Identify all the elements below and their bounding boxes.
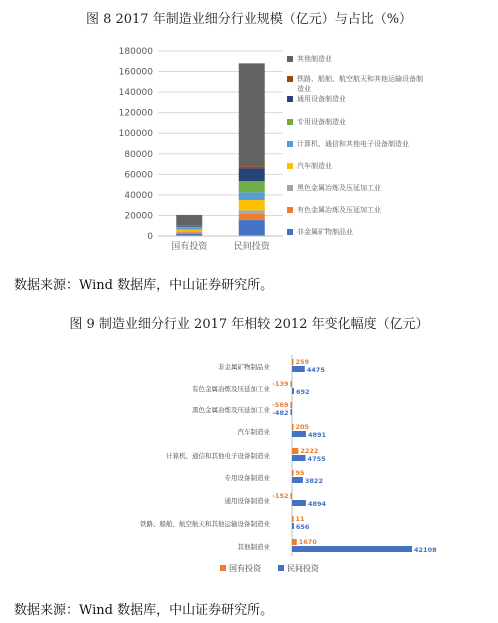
legend-label: 铁路、船舶、航空航天和其他运输设备制 <box>297 75 423 83</box>
data-label-state: -152 <box>272 492 289 500</box>
data-label-private: 4891 <box>307 431 327 439</box>
y-tick-label: 60000 <box>124 170 153 181</box>
legend-label: 民间投资 <box>287 564 319 573</box>
data-label-private: 3822 <box>304 477 323 485</box>
bar-private <box>292 546 412 552</box>
y-tick-label: 80000 <box>124 149 153 160</box>
bar-private <box>292 477 303 483</box>
bar-private <box>292 431 306 437</box>
data-label-private: 4755 <box>307 455 326 463</box>
bar-private <box>291 409 293 415</box>
bar-state <box>292 539 297 545</box>
data-label-state: 11 <box>295 515 305 523</box>
category-label: 非金属矿物制品业 <box>218 363 270 371</box>
category-label: 汽车制造业 <box>237 428 270 436</box>
bar-private <box>292 366 305 372</box>
x-tick-label: 国有投资 <box>171 242 208 252</box>
y-tick-label: 100000 <box>118 129 153 140</box>
bar-state <box>292 359 294 365</box>
bar-state <box>292 448 298 454</box>
data-label-private: 656 <box>295 523 310 531</box>
data-label-state: 259 <box>295 358 310 366</box>
legend-label: 国有投资 <box>229 564 261 573</box>
category-label: 其他制造业 <box>237 543 270 551</box>
bar-state <box>292 470 294 476</box>
source-note-2: 数据来源：Wind 数据库，中山证券研究所。 <box>14 603 274 618</box>
bar-state <box>292 424 294 430</box>
figure8-caption: 图 8 2017 年制造业细分行业规模（亿元）与占比（%） <box>85 12 413 27</box>
data-label-state: -569 <box>272 401 289 409</box>
y-tick-label: 180000 <box>118 47 153 57</box>
y-tick-label: 0 <box>147 232 153 242</box>
source-note-1: 数据来源：Wind 数据库，中山证券研究所。 <box>14 278 274 293</box>
legend-label: 通用设备制造业 <box>297 95 346 103</box>
bar-state <box>291 381 293 387</box>
data-label-private: -482 <box>272 409 289 417</box>
bar-private <box>292 523 294 529</box>
y-tick-label: 160000 <box>118 67 153 78</box>
data-label-state: 95 <box>295 469 305 477</box>
legend-label: 非金属矿物制品业 <box>297 228 353 236</box>
x-tick-label: 民间投资 <box>233 242 270 252</box>
bar-private <box>292 500 306 506</box>
category-label: 有色金属冶炼及压延加工业 <box>192 385 270 393</box>
y-tick-label: 140000 <box>118 88 153 99</box>
y-tick-label: 120000 <box>118 108 153 119</box>
y-tick-label: 20000 <box>124 211 153 222</box>
legend-swatch <box>220 565 226 571</box>
data-label-state: -139 <box>272 380 289 388</box>
data-label-private: 4475 <box>306 366 325 374</box>
legend-label: 汽车制造业 <box>297 162 332 170</box>
category-label: 通用设备制造业 <box>224 497 270 505</box>
category-label: 专用设备制造业 <box>224 474 270 482</box>
figure9-caption: 图 9 制造业细分行业 2017 年相较 2012 年变化幅度（亿元） <box>69 317 429 332</box>
legend-label: 黑色金属冶炼及压延加工业 <box>297 184 381 192</box>
category-label: 计算机、通信和其他电子设备制造业 <box>166 452 270 460</box>
data-label-state: 205 <box>295 423 310 431</box>
legend-label: 计算机、通信和其他电子设备制造业 <box>297 140 409 148</box>
bar-state <box>291 493 293 499</box>
data-label-private: 42108 <box>414 546 437 554</box>
category-label: 铁路、船舶、航空航天和其他运输设备制造业 <box>140 520 270 528</box>
data-label-private: 4894 <box>307 500 327 508</box>
data-label-state: 1670 <box>298 538 317 546</box>
data-label-private: 692 <box>295 388 310 396</box>
legend-label: 有色金属冶炼及压延加工业 <box>297 206 381 214</box>
legend-label-cont: 造业 <box>297 85 311 93</box>
data-label-state: 2222 <box>300 447 319 455</box>
legend-label: 其他制造业 <box>297 55 332 63</box>
bar-state <box>292 516 294 522</box>
bar-state <box>290 402 292 408</box>
bar-private <box>292 455 306 461</box>
legend-label: 专用设备制造业 <box>297 118 346 126</box>
y-tick-label: 40000 <box>124 190 153 201</box>
bar-private <box>292 388 294 394</box>
category-label: 黑色金属冶炼及压延加工业 <box>192 406 270 414</box>
legend-swatch <box>278 565 284 571</box>
